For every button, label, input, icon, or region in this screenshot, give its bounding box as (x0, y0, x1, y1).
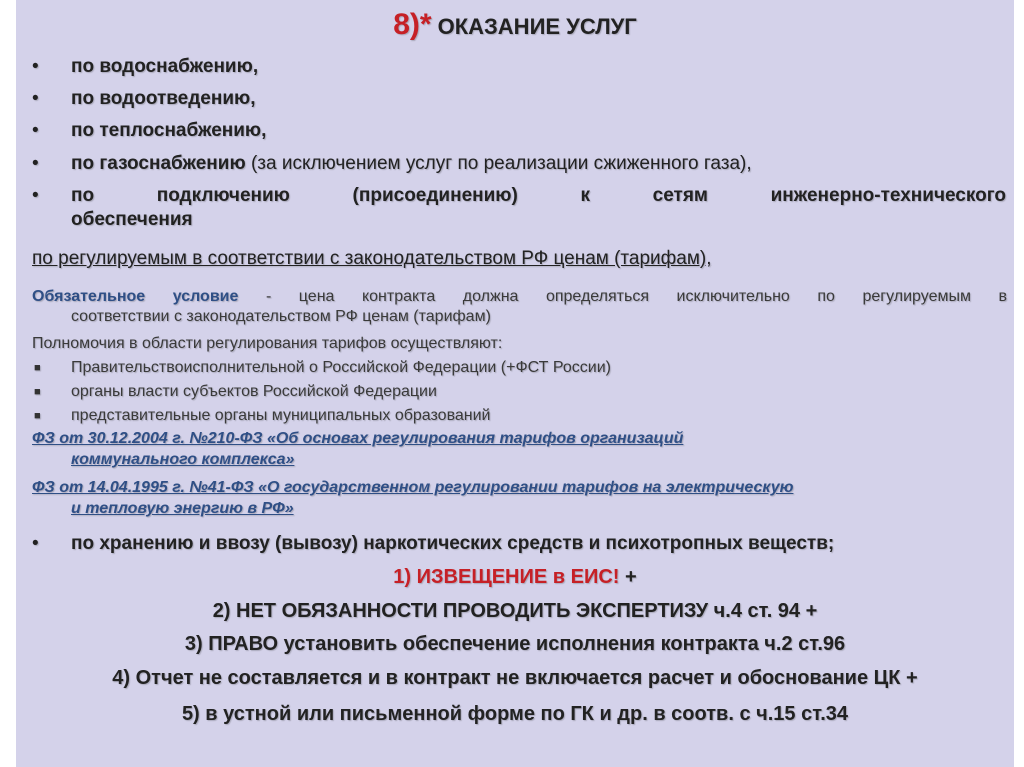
power-item: органы власти субъектов Российской Федерации (71, 383, 437, 400)
law-text-cont: и тепловую энергию в РФ» (71, 500, 294, 517)
law-text-cont: коммунального комплекса» (71, 451, 295, 468)
law-text: ФЗ от 14.04.1995 г. №41-ФЗ «О государственном регулировании тарифов на электрическую (32, 479, 794, 496)
power-item: Правительствоисполнительной о Российской Федерации (+ФСТ России) (71, 359, 611, 376)
point-2: 2) НЕТ ОБЯЗАННОСТИ ПРОВОДИТЬ ЭКСПЕРТИЗУ ч.4 ст. 94 + (212, 600, 818, 622)
point-1-red: 1) ИЗВЕЩЕНИЕ в ЕИС! (393, 566, 620, 588)
item-text: по теплоснабжению, (71, 120, 267, 141)
item-text: по водоснабжению, (71, 56, 259, 77)
condition-text: - цена контракта должна определяться исключительно по регулируемым в (238, 288, 1008, 305)
law-reference (32, 479, 1007, 518)
item-text-cont: обеспечения (71, 209, 193, 230)
item-text: по водоотведению, (71, 88, 256, 109)
regulated-text: по регулируемым в соответствии с законодательством РФ ценам (тарифам), (32, 248, 712, 269)
condition-label: Обязательное условие (32, 288, 239, 305)
item-text: по хранению и ввозу (вывозу) наркотических средств и психотропных веществ; (71, 533, 835, 554)
bullet: • (32, 56, 39, 77)
square-bullet: ■ (34, 410, 41, 422)
condition-text-cont: соответствии с законодательством РФ ценам (тарифам) (71, 308, 491, 325)
square-bullet: ■ (34, 362, 41, 374)
title-number: 8)* (393, 8, 432, 41)
bullet: • (32, 88, 39, 109)
point-4: 4) Отчет не составляется и в контракт не включается расчет и обоснование ЦК + (112, 667, 918, 689)
regulated-prices (32, 248, 1007, 270)
title-text: ОКАЗАНИЕ УСЛУГ (437, 14, 637, 39)
power-item: представительные органы муниципальных образований (71, 407, 491, 424)
point-5: 5) в устной или письменной форме по ГК и др. в соотв. с ч.15 ст.34 (181, 703, 849, 725)
point-1 (16, 566, 1014, 589)
slide-title (16, 8, 1014, 42)
bullet: • (32, 153, 39, 174)
item-note: (за исключением услуг по реализации сжиженного газа), (245, 153, 752, 174)
point-3: 3) ПРАВО установить обеспечение исполнения контракта ч.2 ст.96 (184, 633, 846, 655)
point-1-plus: + (619, 566, 637, 588)
obligatory-condition (32, 288, 1007, 326)
square-bullet: ■ (34, 386, 41, 398)
law-text: ФЗ от 30.12.2004 г. №210-ФЗ «Об основах регулирования тарифов организаций (32, 430, 684, 447)
bullet: • (32, 185, 39, 206)
law-reference (32, 430, 1007, 469)
powers-heading: Полномочия в области регулирования тарифов осуществляют: (32, 335, 503, 352)
bullet: • (32, 533, 39, 554)
item-text: по подключению (присоединению) к сетям инженерно-технического (71, 185, 1006, 206)
bullet: • (32, 120, 39, 141)
item-text: по газоснабжению (71, 153, 246, 174)
slide (16, 0, 1014, 767)
